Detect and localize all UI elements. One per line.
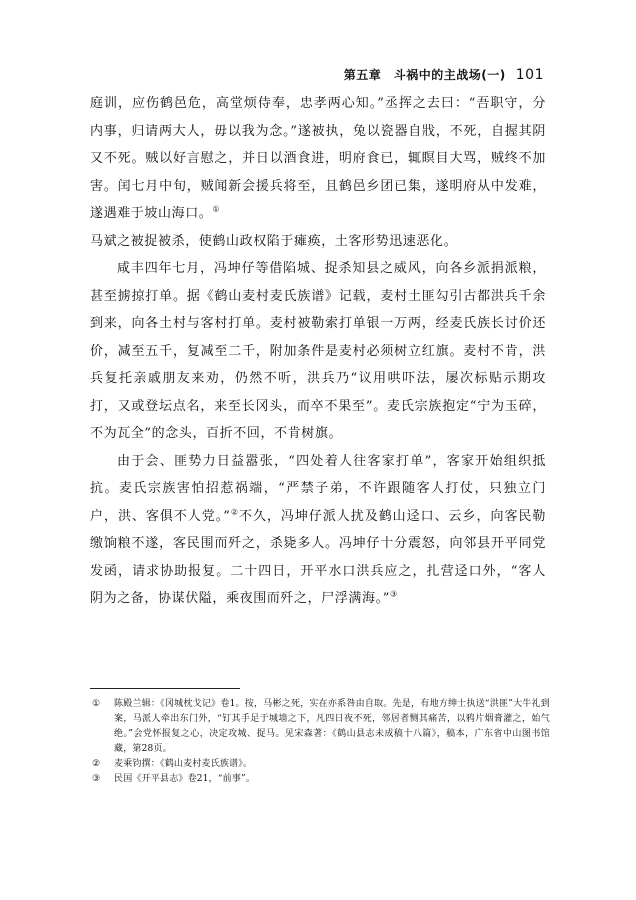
footnote-mark: ③ <box>92 774 101 784</box>
footnote-mark: ② <box>92 759 101 769</box>
quoted-passage-text: 庭训，应伤鹤邑危，高堂烦侍奉，忠孝两心知。”丞挥之去曰：“吾职守，分内事，归请两大人，毋以我为念。”遂被执，兔以瓷器自戕，不死，自握其阴又不死。贼以好言慰之，并日以酒食进，明府食已，辄瞑目大骂，贼终不加害。闰七月中旬，贼闻新会援兵将至，且鹤邑乡团已集，遂明府从中发难，遂遇难于坡山海口。 <box>90 96 546 221</box>
footnotes <box>90 697 550 787</box>
footnote-text: 麦乘钧撰：《鹤山麦村麦氏族谱》。 <box>114 759 253 769</box>
paragraph-3 <box>90 448 546 613</box>
footnote-ref-3: ③ <box>389 589 398 599</box>
paragraph-3-part-a: 由于会、匪势力日益嚣张，“四处着人往客家打单”，客家开始组织抵抗。麦氏宗族害怕招惹祸端，“严禁子弟，不许跟随客人打仗，只独立门户，洪、客俱不人党。” <box>90 453 546 524</box>
running-header <box>344 66 544 83</box>
chapter-title: 第五章 斗祸中的主战场(一) <box>343 68 506 82</box>
quoted-passage <box>90 90 546 228</box>
footnote-3 <box>90 772 550 787</box>
footnote-ref-2: ② <box>230 507 239 517</box>
footnote-ref-1: ① <box>212 204 221 214</box>
footnote-1 <box>90 697 550 757</box>
paragraph-3-part-b: 不久，冯坤仔派人扰及鹤山迳口、云乡，向客民勒缴饷粮不遂，客民围而歼之，杀毙多人。冯坤仔十分震怒，向邻县开平同党发函，请求协助报复。二十四日，开平水口洪兵应之，扎营迳口外，“客人阴为之备，协谋伏隘，乘夜围而歼之，尸浮满海。” <box>90 508 546 606</box>
footnote-divider <box>90 688 240 689</box>
body-text <box>90 90 546 613</box>
page-number: 101 <box>515 67 544 83</box>
paragraph-2: 咸丰四年七月，冯坤仔等借陷城、捉杀知县之威风，向各乡派捐派粮，甚至掳掠打单。据《鹤山麦村麦氏族谱》记载，麦村土匪勾引古都洪兵千余到来，向各土村与客村打单。麦村被勒索打单银一万两，经麦氏族长讨价还价，减至五千，复减至二千，附加条件是麦村必须树立红旗。麦村不肯，洪兵复托亲戚朋友来劝，仍然不听，洪兵乃“议用哄吓法，屡次标贴示期攻打，又或登坛点名，来至长冈头，而卒不果至”。麦氏宗族抱定“宁为玉碎，不为瓦全”的念头，百折不回，不肯树旗。 <box>90 261 546 441</box>
footnote-mark: ① <box>92 699 101 709</box>
paragraph-1: 马斌之被捉被杀，使鹤山政权陷于瘫痪，土客形势迅速恶化。 <box>90 233 458 249</box>
footnote-2 <box>90 757 550 772</box>
footnote-text: 民国《开平县志》卷21，“前事”。 <box>114 774 256 784</box>
footnote-text: 陈殿兰辑：《冈城枕戈记》卷1。按，马彬之死，实在亦系咎由自取。先是，有地方绅士执送“洪匪”大牛礼到案，马派人牵出东门外，“钉其手足于城墙之下，凡四日夜不死，邻居者恻其痛苦，以鸦片烟膏灌之，始气绝。”会党怀报复之心，决定攻城、捉马。见宋森著：《鹤山县志未成稿十八篇》，稿本，广东省中山图书馆藏，第28页。 <box>114 699 550 754</box>
